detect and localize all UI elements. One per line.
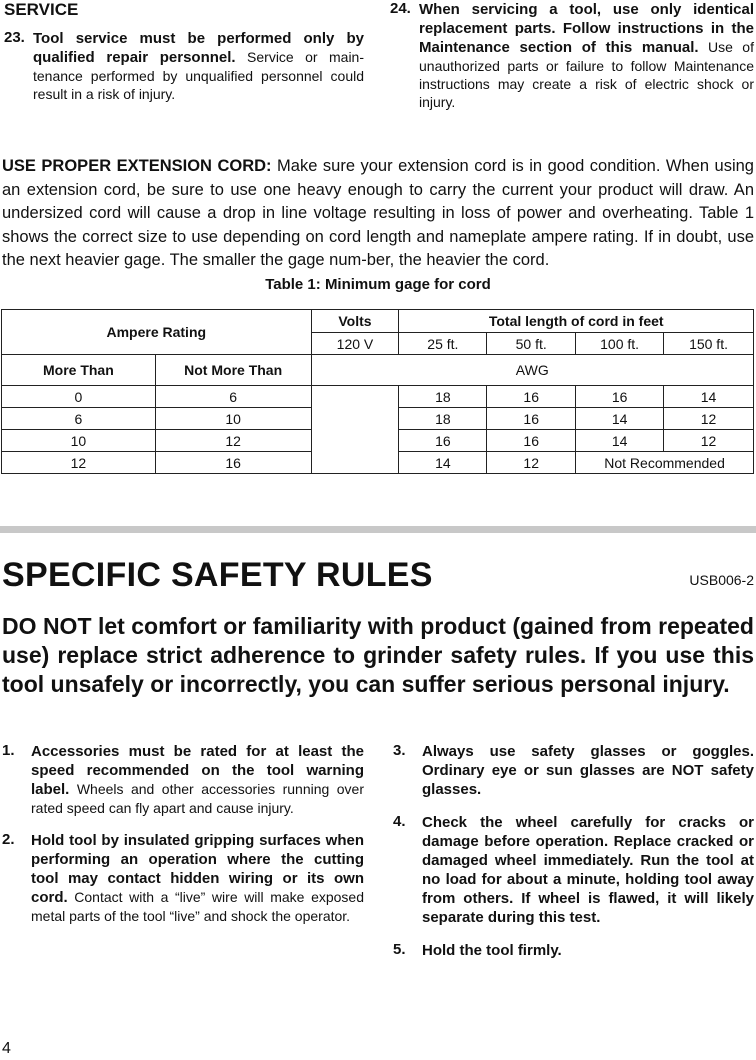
length-100: 100 ft. (576, 333, 664, 355)
item-text: Contact with a “live” wire will make exposed metal parts of the tool “live” and shock the operator. (31, 889, 364, 924)
header-ampere-rating: Ampere Rating (2, 310, 312, 355)
cell-gage: 16 (576, 386, 664, 408)
rule-item-2 (2, 831, 364, 925)
extension-cord-text: Make sure your extension cord is in good condition. When using an extension cord, be sure to use one heavy enough to carry the current your product will draw. An undersized cord will cause a drop in line voltage resulting in loss of power and overheating. Table 1 shows the correct size to use depending on cord length and nameplate ampere rating. If in doubt, use the next heavier gage. The smaller the gage num-ber, the heavier the cord. (2, 157, 754, 269)
item-bold-text: Check the wheel carefully for cracks or damage before operation. Replace cracked or damaged wheel immediately. Run the tool at no load for about a minute, holding tool away from others. If wheel is flawed, it will likely separate during this test. (422, 814, 754, 926)
item-bold-text: Always use safety glasses or goggles. Ordinary eye or sun glasses are NOT safety glasses. (422, 743, 754, 798)
cell-gage: 16 (487, 430, 576, 452)
cell-volts-blank (311, 386, 399, 474)
cell-gage: 18 (399, 408, 487, 430)
header-total-length: Total length of cord in feet (399, 310, 754, 333)
cell-more-than: 6 (2, 408, 156, 430)
item-number: 4. (393, 813, 406, 830)
rule-item-5 (393, 941, 754, 960)
item-text: Service or main-tenance performed by unqualified personnel could result in a risk of injury. (33, 49, 365, 102)
header-awg: AWG (311, 355, 753, 386)
safety-warning: DO NOT let comfort or familiarity with product (gained from repeated use) replace strict adherence to grinder safety rules. If you use this tool unsafely or incorrectly, you can suffer serious personal injury. (2, 613, 754, 697)
table-caption: Table 1: Minimum gage for cord (265, 276, 491, 293)
rule-item-3 (393, 742, 754, 799)
item-number: 24. (390, 0, 411, 17)
cell-gage: 12 (664, 430, 754, 452)
cell-gage: 16 (487, 408, 576, 430)
cell-more-than: 12 (2, 452, 156, 474)
table-group-row (2, 355, 754, 386)
rule-item-1 (2, 742, 364, 817)
cell-not-more-than: 10 (155, 408, 311, 430)
cell-gage: 14 (576, 430, 664, 452)
cell-gage: 14 (399, 452, 487, 474)
specific-safety-title: SPECIFIC SAFETY RULES (2, 556, 433, 594)
item-number: 2. (2, 831, 15, 848)
item-number: 1. (2, 742, 15, 759)
cell-gage: 14 (576, 408, 664, 430)
item-bold-text: Accessories must be rated for at least the speed recommended on the tool warning label. (31, 743, 364, 798)
table-header-row (2, 310, 754, 333)
item-bold-text: Hold the tool firmly. (422, 942, 562, 959)
cell-gage: 18 (399, 386, 487, 408)
service-column-right (390, 0, 754, 111)
item-text: Use of unauthorized parts or failure to follow Maintenance instructions may create a risk of electric shock or injury. (419, 39, 754, 110)
cell-not-more-than: 16 (155, 452, 311, 474)
service-item-24 (390, 0, 754, 111)
item-number: 3. (393, 742, 406, 759)
service-column (4, 0, 364, 103)
cell-gage: 16 (399, 430, 487, 452)
item-bold-text: Hold tool by insulated gripping surfaces when performing an operation where the cutting tool may contact hidden wiring or its own cord. (31, 832, 364, 906)
rule-item-4 (393, 813, 754, 927)
header-more-than: More Than (2, 355, 156, 386)
page-number: 4 (2, 1040, 11, 1057)
cell-gage: 16 (487, 386, 576, 408)
table-row (2, 386, 754, 408)
volts-value: 120 V (311, 333, 399, 355)
item-number: 23. (4, 29, 25, 46)
length-150: 150 ft. (664, 333, 754, 355)
cell-more-than: 10 (2, 430, 156, 452)
cell-gage: 12 (487, 452, 576, 474)
extension-cord-paragraph (2, 155, 754, 273)
cord-gage-table (1, 309, 754, 474)
item-bold-text: Tool service must be performed only by qualified repair personnel. (33, 30, 364, 66)
cell-gage: 14 (664, 386, 754, 408)
rules-column-left (2, 742, 364, 939)
rules-column-right (393, 742, 754, 974)
section-code: USB006-2 (689, 572, 754, 588)
item-text: Wheels and other accessories running over rated speed can fly apart and cause injury. (31, 781, 364, 816)
cell-not-more-than: 12 (155, 430, 311, 452)
cell-gage: 12 (664, 408, 754, 430)
section-divider (0, 526, 756, 533)
service-item-23 (4, 29, 364, 103)
length-50: 50 ft. (487, 333, 576, 355)
header-not-more-than: Not More Than (155, 355, 311, 386)
extension-cord-lead: USE PROPER EXTENSION CORD: (2, 157, 272, 175)
cell-not-more-than: 6 (155, 386, 311, 408)
item-bold-text: When servicing a tool, use only identical replacement parts. Follow instructions in the Maintenance section of this manual. (419, 1, 754, 56)
item-number: 5. (393, 941, 406, 958)
length-25: 25 ft. (399, 333, 487, 355)
header-volts: Volts (311, 310, 399, 333)
service-heading: SERVICE (4, 0, 79, 19)
cell-not-recommended: Not Recommended (576, 452, 754, 474)
cell-more-than: 0 (2, 386, 156, 408)
